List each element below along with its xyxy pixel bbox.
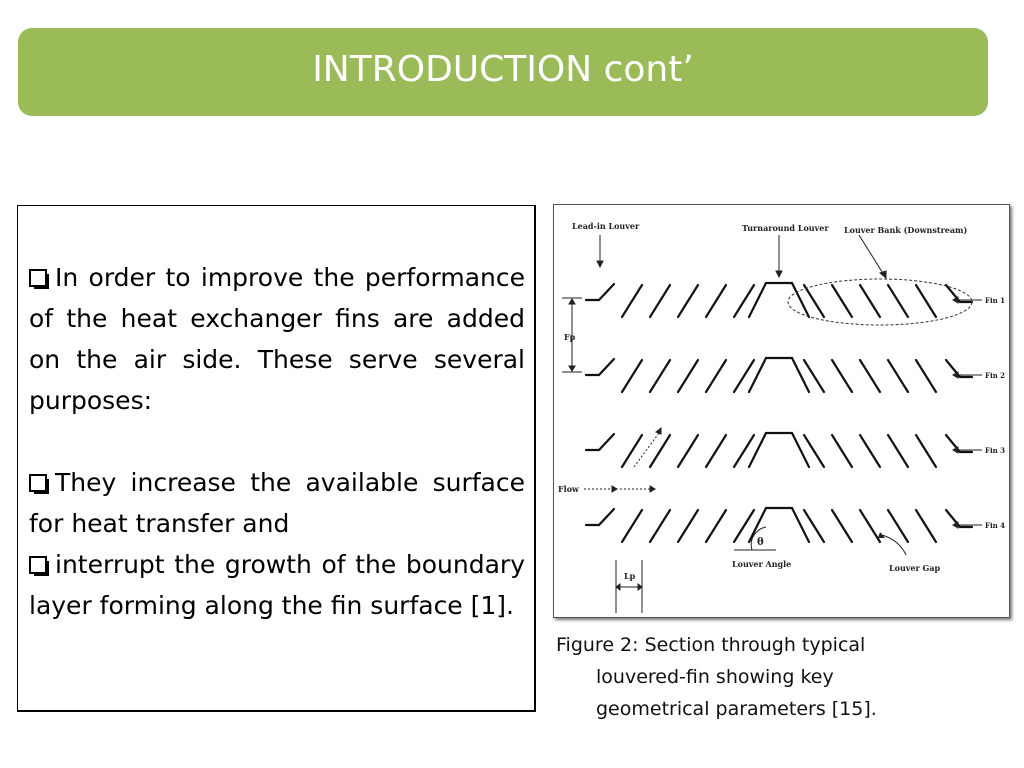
bullet-paragraph-2 [29,462,525,544]
lead-in-label: Lead-in Louver [572,221,640,231]
bullet-paragraph-1 [29,257,525,421]
louver-bank-label: Louver Bank (Downstream) [844,225,968,235]
fin-row-4 [586,508,972,542]
fin-1-label: Fin 1 [985,296,1006,305]
fin-2-label: Fin 2 [985,371,1006,380]
fin-row-2 [586,358,972,392]
checkbox-bullet-icon [29,474,47,492]
text-box [17,205,536,712]
lp-label: Lp [624,571,636,581]
gap-arrow-head [878,532,885,538]
fin-row-3 [586,433,972,467]
flow-label: Flow [558,484,579,494]
fin-4-label: Fin 4 [985,521,1006,530]
fp-label: Fp [564,332,576,342]
bullet-paragraph-3 [29,544,525,626]
fin-row-1 [586,283,972,317]
gap-arc [882,535,906,555]
slide-title: INTRODUCTION cont’ [312,48,694,90]
turnaround-label: Turnaround Louver [742,223,829,233]
theta-label: θ [757,537,764,548]
paragraph-text-3: interrupt the growth of the boundary layer forming along the fin surface [1]. [29,550,525,620]
louver-diagram [554,205,1009,617]
figure-caption [556,629,956,725]
checkbox-bullet-icon [29,269,47,287]
louver-angle-label: Louver Angle [732,559,792,569]
title-bar [18,28,988,116]
paragraph-text-1: In order to improve the performance of the heat exchanger fins are added on the air side. These serve several purposes: [29,263,525,415]
caption-line-3: geometrical parameters [15]. [596,698,877,720]
fin-rows [586,283,972,542]
paragraph-text-2: They increase the available surface for heat transfer and [29,468,525,538]
caption-line-1: Figure 2: Section through typical [556,634,866,656]
louvered-fin-figure [553,204,1010,618]
louver-gap-label: Louver Gap [889,563,941,573]
fin-3-label: Fin 3 [985,446,1006,455]
caption-line-2: louvered-fin showing key [596,666,834,688]
checkbox-bullet-icon [29,556,47,574]
